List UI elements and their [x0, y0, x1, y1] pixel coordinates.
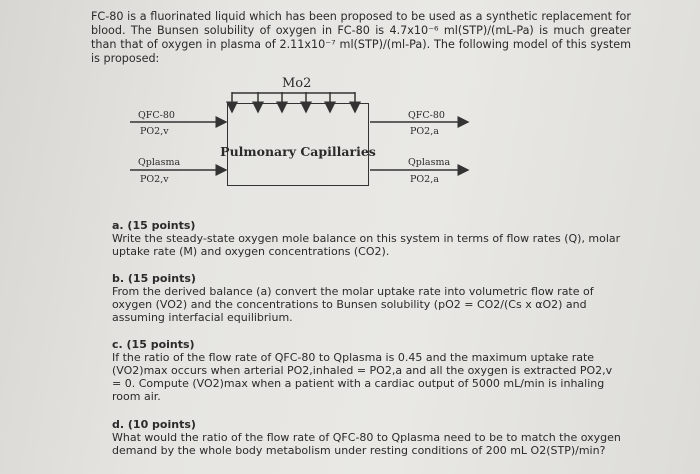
question-a: [112, 219, 624, 258]
question-body: Write the steady-state oxygen mole balance on this system in terms of flow rates (Q), molar uptake rate (M) and oxygen concentrations (CO2).: [112, 232, 621, 258]
left-bottom-flow-label: Qplasma: [138, 157, 181, 168]
right-bottom-pressure-label: PO2,a: [410, 174, 439, 185]
right-bottom-flow-label: Qplasma: [408, 157, 451, 168]
uptake-label: Mo2: [282, 76, 312, 91]
question-header: a. (15 points): [112, 219, 196, 232]
right-top-pressure-label: PO2,a: [410, 126, 439, 137]
question-b: [112, 272, 624, 324]
left-top-pressure-label: PO2,v: [140, 126, 169, 137]
question-d: [112, 418, 624, 457]
left-bottom-pressure-label: PO2,v: [140, 174, 169, 185]
question-c: [112, 338, 624, 403]
question-header: d. (10 points): [112, 418, 196, 431]
question-body: From the derived balance (a) convert the molar uptake rate into volumetric flow rate of oxygen (VO2) and the concentrations to Bunsen solubility (pO2 = CO2/(Cs x αO2) and assuming interfacial equilibrium.: [112, 285, 594, 324]
box-label: Pulmonary Capillaries: [220, 144, 376, 159]
question-header: b. (15 points): [112, 272, 196, 285]
right-top-flow-label: QFC-80: [408, 110, 445, 121]
question-header: c. (15 points): [112, 338, 195, 351]
question-body: What would the ratio of the flow rate of QFC-80 to Qplasma need to be to match the oxygen demand by the whole body metabolism under resting conditions of 200 mL O2(STP)/min?: [112, 431, 621, 457]
intro-text: FC-80 is a fluorinated liquid which has been proposed to be used as a synthetic replacement for blood. The Bunsen solubility of oxygen in FC-80 is 4.7x10⁻⁶ ml(STP)/(mL-Pa) is much greater than that of oxygen in plasma of 2.11x10⁻⁷ ml(STP)/(ml-Pa). The following model of this system is proposed:: [91, 10, 631, 65]
question-body: If the ratio of the flow rate of QFC-80 to Qplasma is 0.45 and the maximum uptake rate (VO2)max occurs when arterial PO2,inhaled = PO2,a and all the oxygen is extracted PO2,v = 0. Compute (VO2)max when a patient with a cardiac output of 5000 mL/min is inhaling room air.: [112, 351, 613, 403]
left-top-flow-label: QFC-80: [138, 110, 175, 121]
